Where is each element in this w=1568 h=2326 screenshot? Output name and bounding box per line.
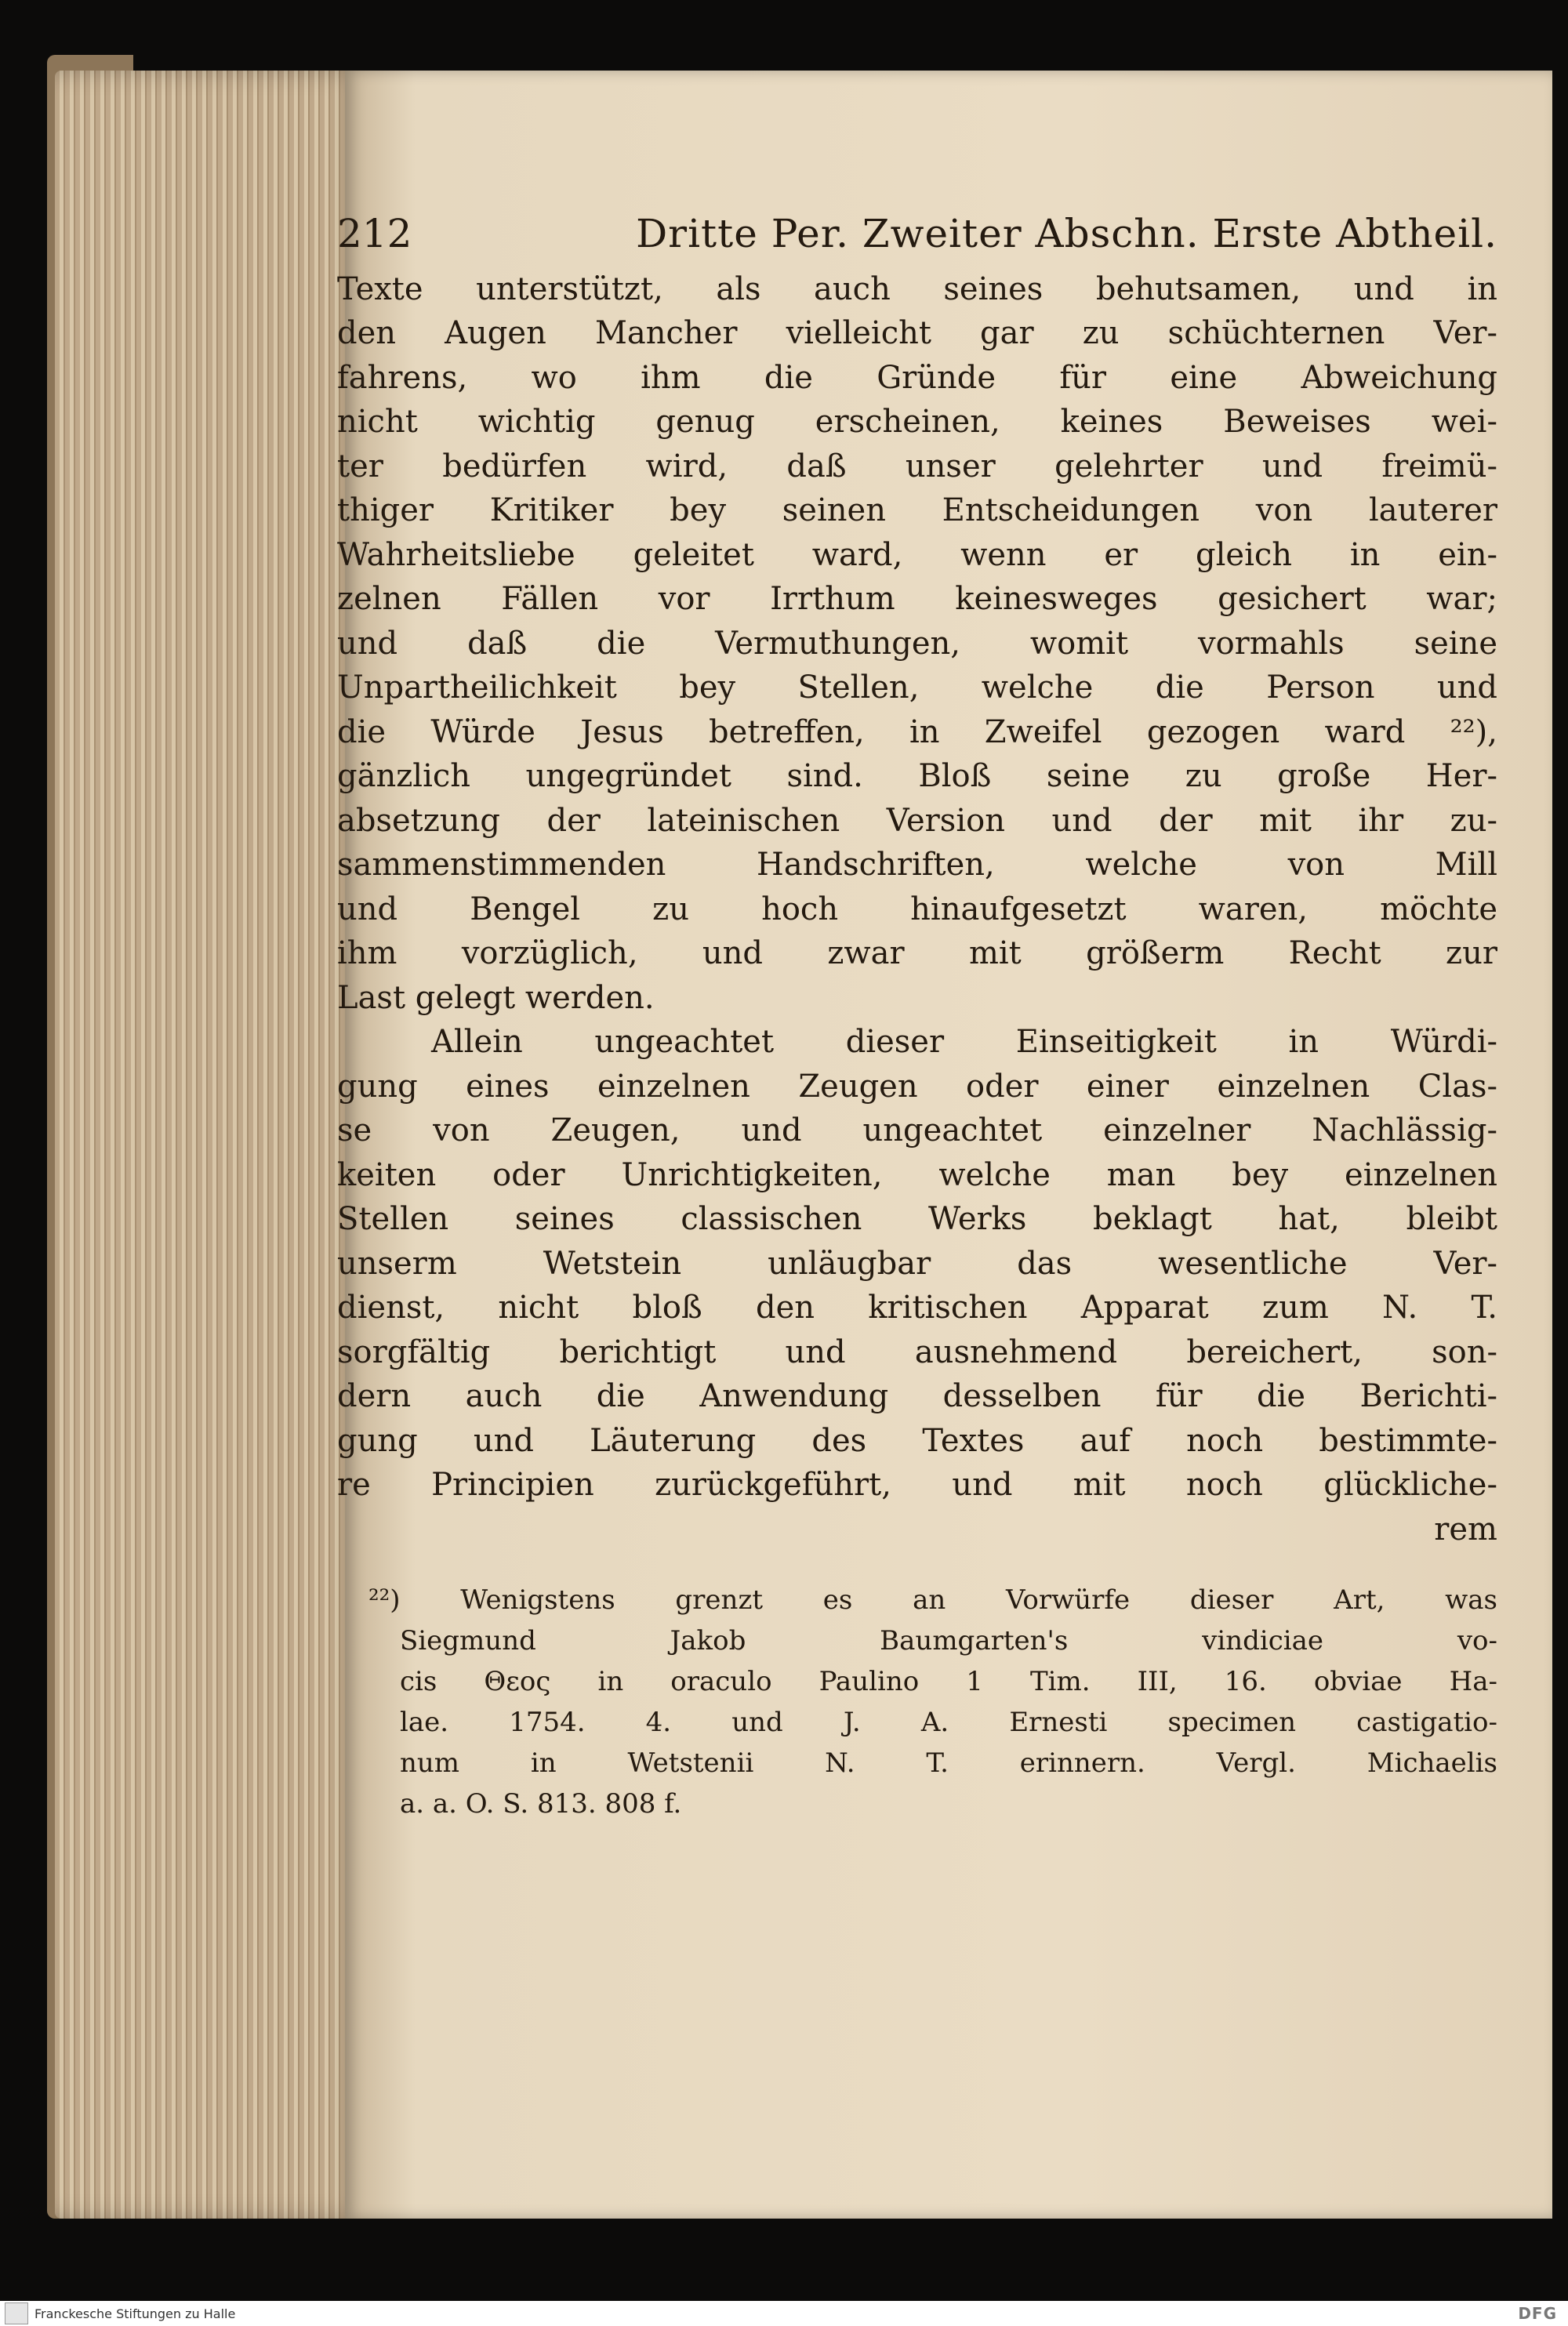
catchword: rem — [1434, 1511, 1497, 1548]
body-line: gung eines einzelnen Zeugen oder einer einzelnen Clas- — [337, 1068, 1497, 1105]
body-line: und daß die Vermuthungen, womit vormahls seine — [337, 625, 1497, 662]
page-text — [337, 212, 1497, 1824]
body-text — [337, 267, 1497, 1552]
body-line: sammenstimmenden Handschriften, welche von Mill — [337, 847, 1497, 883]
footnote-line: num in Wetstenii N. T. erinnern. Vergl. Michaelis — [400, 1747, 1497, 1779]
body-line: gänzlich ungegründet sind. Bloß seine zu große Her- — [337, 758, 1497, 794]
body-line: fahrens, wo ihm die Gründe für eine Abweichung — [337, 359, 1497, 396]
library-name: Franckesche Stiftungen zu Halle — [34, 2306, 236, 2321]
footnote-line: ²²) Wenigstens grenzt es an Vorwürfe dieser Art, was — [368, 1584, 1497, 1616]
body-line: die Würde Jesus betreffen, in Zweifel gezogen ward ²²), — [337, 713, 1497, 750]
footnote-line: lae. 1754. 4. und J. A. Ernesti specimen castigatio- — [400, 1707, 1497, 1738]
footnote-line: cis Θεος in oraculo Paulino 1 Tim. III, 16. obviae Ha- — [400, 1666, 1497, 1697]
body-line: nicht wichtig genug erscheinen, keines Beweises wei- — [337, 404, 1497, 440]
body-line: Texte unterstützt, als auch seines behutsamen, und in — [337, 270, 1497, 307]
body-line: Wahrheitsliebe geleitet ward, wenn er gleich in ein- — [337, 536, 1497, 573]
body-line: re Principien zurückgeführt, und mit noch glückliche- — [337, 1467, 1497, 1503]
body-line: Unpartheilichkeit bey Stellen, welche die Person und — [337, 669, 1497, 706]
body-line: ter bedürfen wird, daß unser gelehrter und freimü- — [337, 448, 1497, 484]
body-line: und Bengel zu hoch hinaufgesetzt waren, möchte — [337, 891, 1497, 927]
body-line: Stellen seines classischen Werks beklagt hat, bleibt — [337, 1201, 1497, 1237]
body-line: ihm vorzüglich, und zwar mit größerm Recht zur — [337, 935, 1497, 971]
body-line: gung und Läuterung des Textes auf noch bestimmte- — [337, 1422, 1497, 1459]
page-number: 212 — [337, 211, 412, 256]
running-header — [337, 212, 1497, 256]
funder-logo: DFG — [1518, 2304, 1557, 2323]
running-title: Dritte Per. Zweiter Abschn. Erste Abtheil. — [636, 211, 1497, 256]
body-line: absetzung der lateinischen Version und der mit ihr zu- — [337, 802, 1497, 839]
footnote — [337, 1580, 1497, 1824]
body-line: keiten oder Unrichtigkeiten, welche man bey einzelnen — [337, 1156, 1497, 1193]
body-line: thiger Kritiker bey seinen Entscheidungen von lauterer — [337, 492, 1497, 528]
body-line: Allein ungeachtet dieser Einseitigkeit in Würdi- — [431, 1024, 1497, 1060]
body-line: zelnen Fällen vor Irrthum keinesweges gesichert war; — [337, 581, 1497, 617]
body-line: dern auch die Anwendung desselben für die Berichti- — [337, 1378, 1497, 1414]
body-line: den Augen Mancher vielleicht gar zu schüchternen Ver- — [337, 315, 1497, 351]
page-edges — [55, 71, 368, 2219]
body-line: Last gelegt werden. — [337, 979, 655, 1016]
footnote-line: Siegmund Jakob Baumgarten's vindiciae vo- — [400, 1625, 1497, 1657]
body-line: unserm Wetstein unläugbar das wesentliche Ver- — [337, 1245, 1497, 1282]
library-credit — [0, 2302, 235, 2324]
viewer-footer — [0, 2301, 1568, 2326]
body-line: sorgfältig berichtigt und ausnehmend bereichert, son- — [337, 1334, 1497, 1370]
library-logo-icon — [5, 2302, 28, 2324]
footnote-line: a. a. O. S. 813. 808 f. — [400, 1788, 682, 1820]
body-line: dienst, nicht bloß den kritischen Apparat zum N. T. — [337, 1290, 1497, 1326]
body-line: se von Zeugen, und ungeachtet einzelner Nachlässig- — [337, 1112, 1497, 1148]
